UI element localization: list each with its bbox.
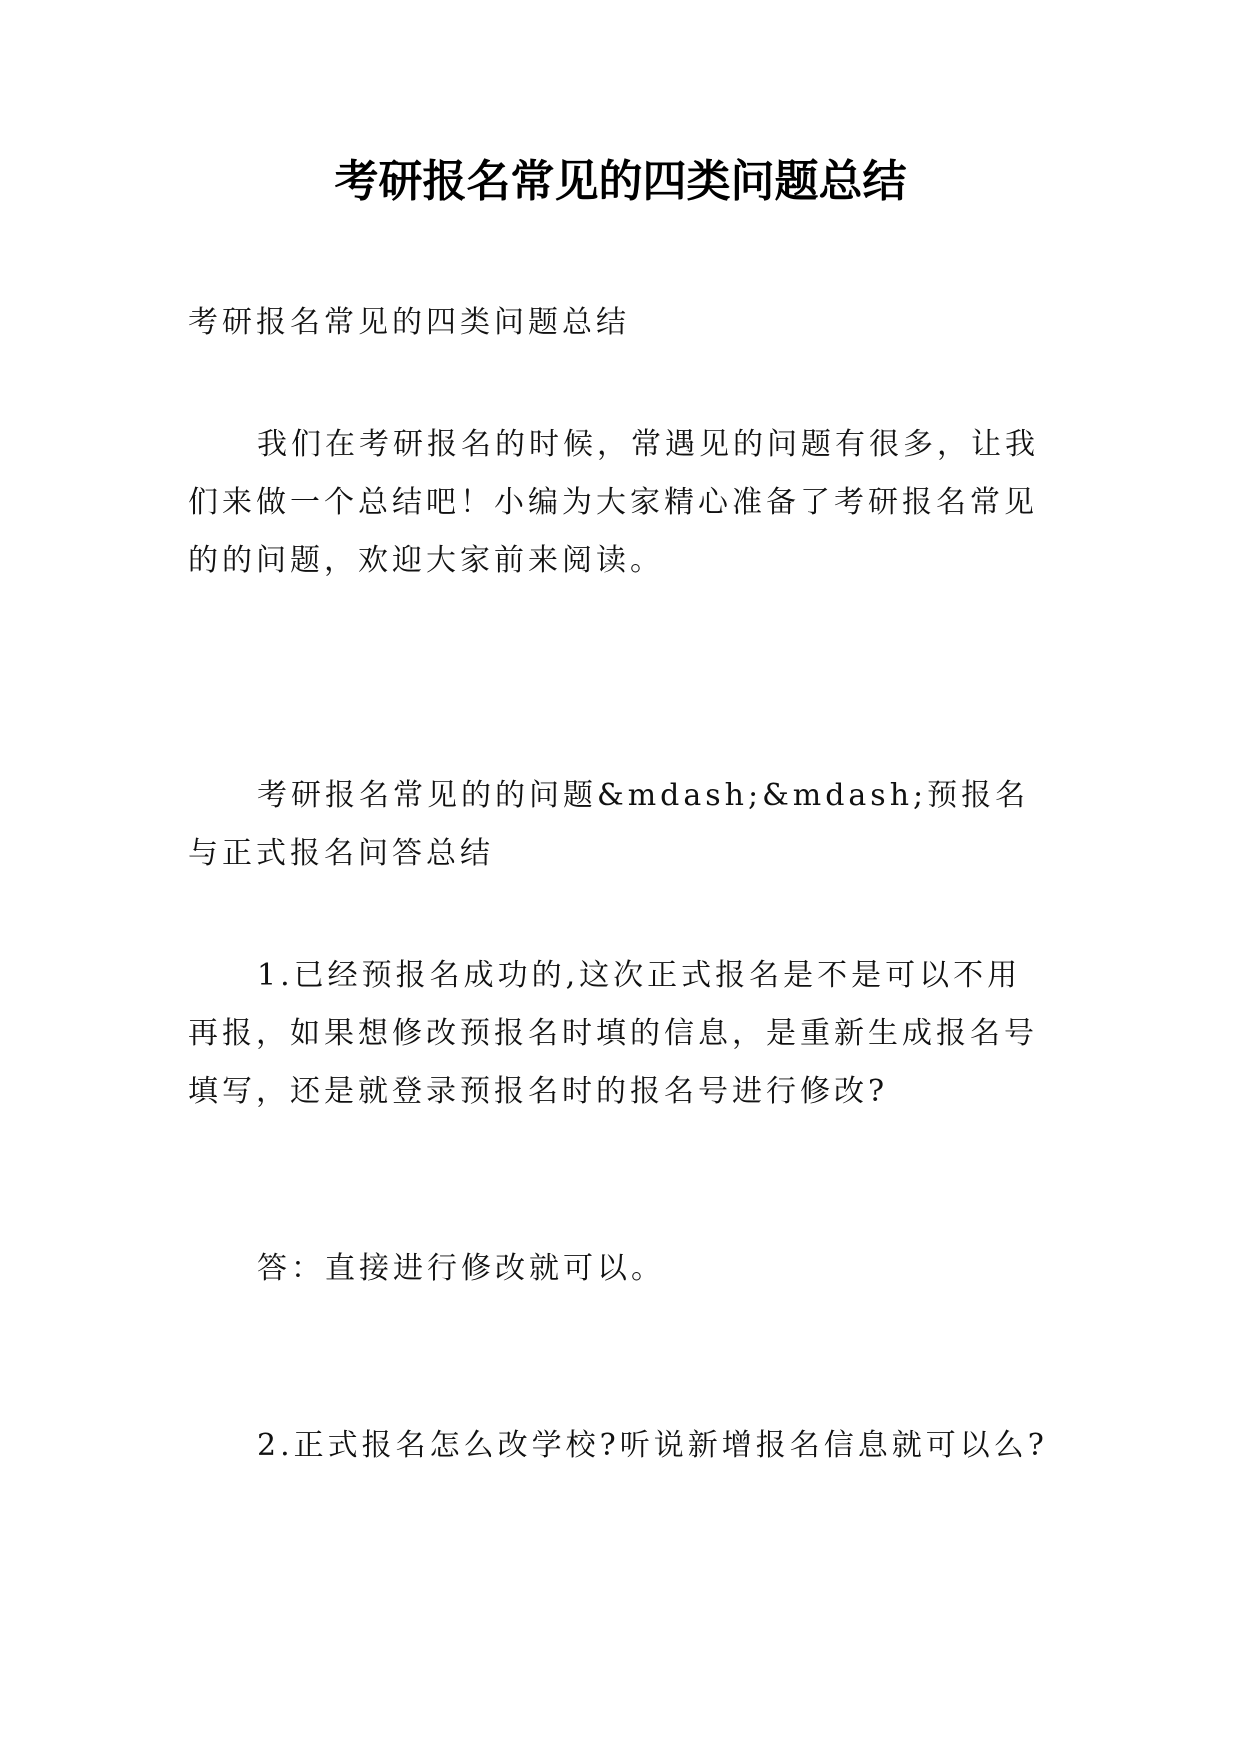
document-title: 考研报名常见的四类问题总结 [334,156,907,207]
intro-paragraph: 我们在考研报名的时候，常遇见的问题有很多，让我们来做一个总结吧！小编为大家精心准备了考研报名常见的的问题，欢迎大家前来阅读。 [188,427,1039,578]
answer-1: 答：直接进行修改就可以。 [257,1251,665,1286]
question-1: 1.已经预报名成功的,这次正式报名是不是可以不用再报，如果想修改预报名时填的信息，是重新生成报名号填写，还是就登录预报名时的报名号进行修改? [188,958,1038,1109]
document-body [188,294,1050,1475]
section-heading: 考研报名常见的的问题&mdash;&mdash;预报名与正式报名问答总结 [188,778,1030,871]
document-subtitle: 考研报名常见的四类问题总结 [188,305,630,340]
question-2: 2.正式报名怎么改学校?听说新增报名信息就可以么? [257,1428,1048,1463]
